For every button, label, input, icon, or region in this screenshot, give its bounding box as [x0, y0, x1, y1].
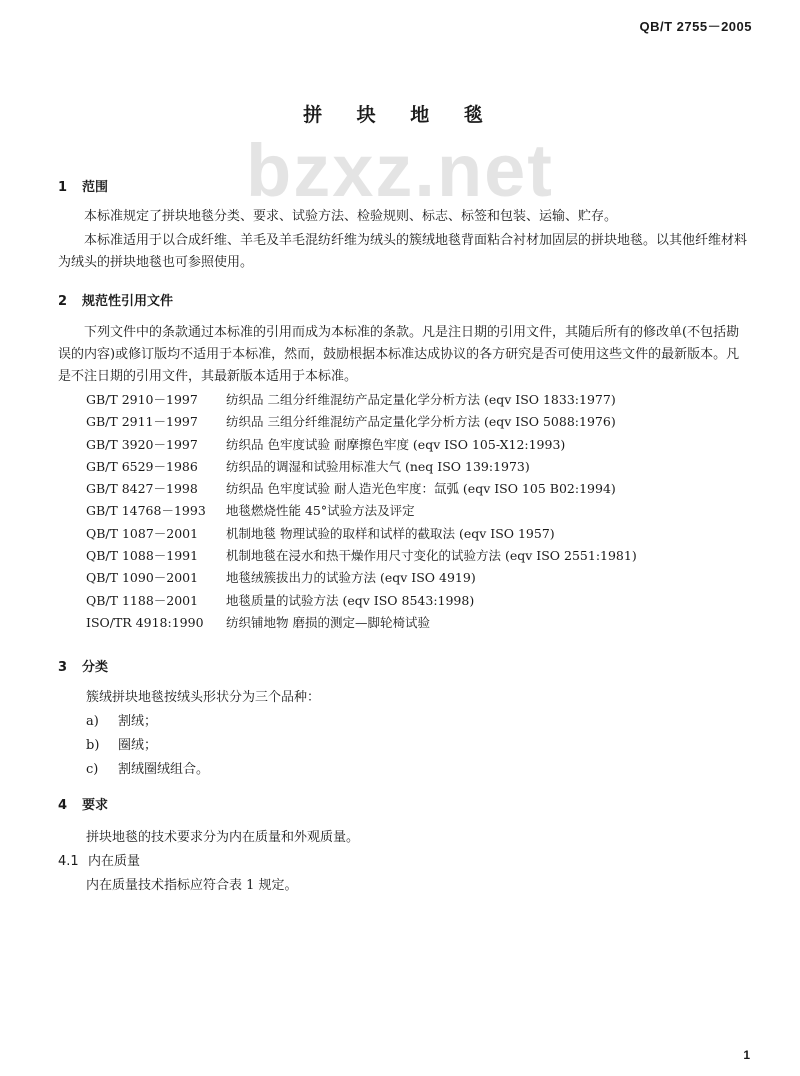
requirements-intro: 拼块地毯的技术要求分为内在质量和外观质量。	[86, 830, 360, 845]
references-paragraph: 下列文件中的条款通过本标准的引用而成为本标准的条款。凡是注日期的引用文件，其随后所有的修改单(不包括勘误的内容)或修订版均不适用于本标准，然而，鼓励根据本标准达成协议的各方研究是否可使用这些文件的最新版本。凡是不注日期的引用文件，其最新版本适用于本标准。	[58, 325, 740, 384]
section-title: 要求	[82, 798, 109, 813]
subsection-4-1-heading	[58, 850, 140, 869]
reference-item	[86, 524, 766, 546]
document-title: 拼 块 地 毯	[303, 104, 497, 126]
reference-item	[86, 390, 766, 412]
reference-title: 机制地毯在浸水和热干燥作用尺寸变化的试验方法 (eqv ISO 2551:1981)	[226, 548, 637, 564]
classification-item	[86, 758, 209, 777]
item-text: 割绒；	[118, 714, 158, 729]
reference-title: 纺织品的调湿和试验用标准大气 (neq ISO 139:1973)	[226, 458, 530, 474]
reference-item	[86, 457, 766, 479]
scope-paragraph-2: 本标准适用于以合成纤维、羊毛及羊毛混纺纤维为绒头的簇绒地毯背面粘合衬材加固层的拼块地毯。以其他纤维材料为绒头的拼块地毯也可参照使用。	[58, 233, 748, 270]
reference-title: 机制地毯 物理试验的取样和试样的截取法 (eqv ISO 1957)	[226, 525, 555, 541]
reference-title: 纺织品 色牢度试验 耐摩擦色牢度 (eqv ISO 105-X12:1993)	[226, 436, 566, 452]
classification-intro: 簇绒拼块地毯按绒头形状分为三个品种：	[86, 690, 321, 705]
reference-title: 纺织品 二组分纤维混纺产品定量化学分析方法 (eqv ISO 1833:1977)	[226, 392, 616, 407]
section-2-heading	[58, 290, 173, 309]
section-number: 3	[58, 660, 68, 675]
section-4-heading	[58, 794, 108, 813]
item-text: 割绒圈绒组合。	[118, 762, 210, 777]
section-number: 4	[58, 798, 68, 813]
reference-code: QB/T 1188－2001	[86, 592, 199, 608]
item-marker: a)	[86, 714, 99, 729]
reference-code: GB/T 3920－1997	[86, 436, 198, 452]
item-text: 圈绒；	[118, 738, 158, 753]
reference-item	[86, 591, 766, 613]
page-number: 1	[743, 1048, 750, 1062]
reference-code: GB/T 6529－1986	[86, 458, 198, 474]
reference-title: 纺织品 色牢度试验 耐人造光色牢度：氙弧 (eqv ISO 105 B02:1994)	[226, 481, 616, 497]
reference-list	[86, 390, 766, 635]
reference-code: GB/T 8427－1998	[86, 481, 198, 497]
standard-code: QB/T 2755－2005	[639, 19, 752, 34]
section-3-heading	[58, 656, 108, 675]
reference-item	[86, 412, 766, 434]
reference-code: QB/T 1087－2001	[86, 525, 199, 541]
subsection-title: 内在质量	[88, 854, 141, 869]
reference-code: GB/T 2910－1997	[86, 392, 198, 407]
reference-title: 纺织铺地物 磨损的测定—脚轮椅试验	[226, 614, 430, 630]
reference-code: ISO/TR 4918:1990	[86, 614, 204, 630]
reference-item	[86, 546, 766, 568]
subsection-4-1-text: 内在质量技术指标应符合表 1 规定。	[86, 878, 298, 893]
reference-item	[86, 435, 766, 457]
classification-item	[86, 710, 157, 729]
reference-code: GB/T 14768－1993	[86, 503, 206, 519]
section-title: 分类	[82, 660, 109, 675]
reference-code: QB/T 1088－1991	[86, 548, 199, 564]
reference-item	[86, 613, 766, 635]
reference-code: GB/T 2911－1997	[86, 414, 198, 430]
classification-item	[86, 734, 157, 753]
reference-code: QB/T 1090－2001	[86, 570, 199, 586]
reference-title: 地毯质量的试验方法 (eqv ISO 8543:1998)	[226, 592, 475, 608]
reference-title: 地毯燃烧性能 45°试验方法及评定	[226, 503, 415, 519]
section-number: 2	[58, 294, 68, 309]
reference-item	[86, 479, 766, 501]
section-title: 规范性引用文件	[82, 294, 174, 309]
item-marker: b)	[86, 738, 100, 753]
watermark: bzxz.net	[246, 129, 554, 212]
item-marker: c)	[86, 762, 99, 777]
reference-title: 纺织品 三组分纤维混纺产品定量化学分析方法 (eqv ISO 5088:1976)	[226, 414, 616, 430]
section-title: 范围	[82, 180, 109, 195]
reference-item	[86, 501, 766, 523]
reference-item	[86, 568, 766, 590]
section-1-heading	[58, 176, 108, 195]
scope-paragraph-1: 本标准规定了拼块地毯分类、要求、试验方法、检验规则、标志、标签和包装、运输、贮存。	[84, 209, 618, 224]
section-number: 1	[58, 180, 68, 195]
subsection-number: 4.1	[58, 854, 79, 869]
reference-title: 地毯绒簇拔出力的试验方法 (eqv ISO 4919)	[226, 570, 476, 586]
